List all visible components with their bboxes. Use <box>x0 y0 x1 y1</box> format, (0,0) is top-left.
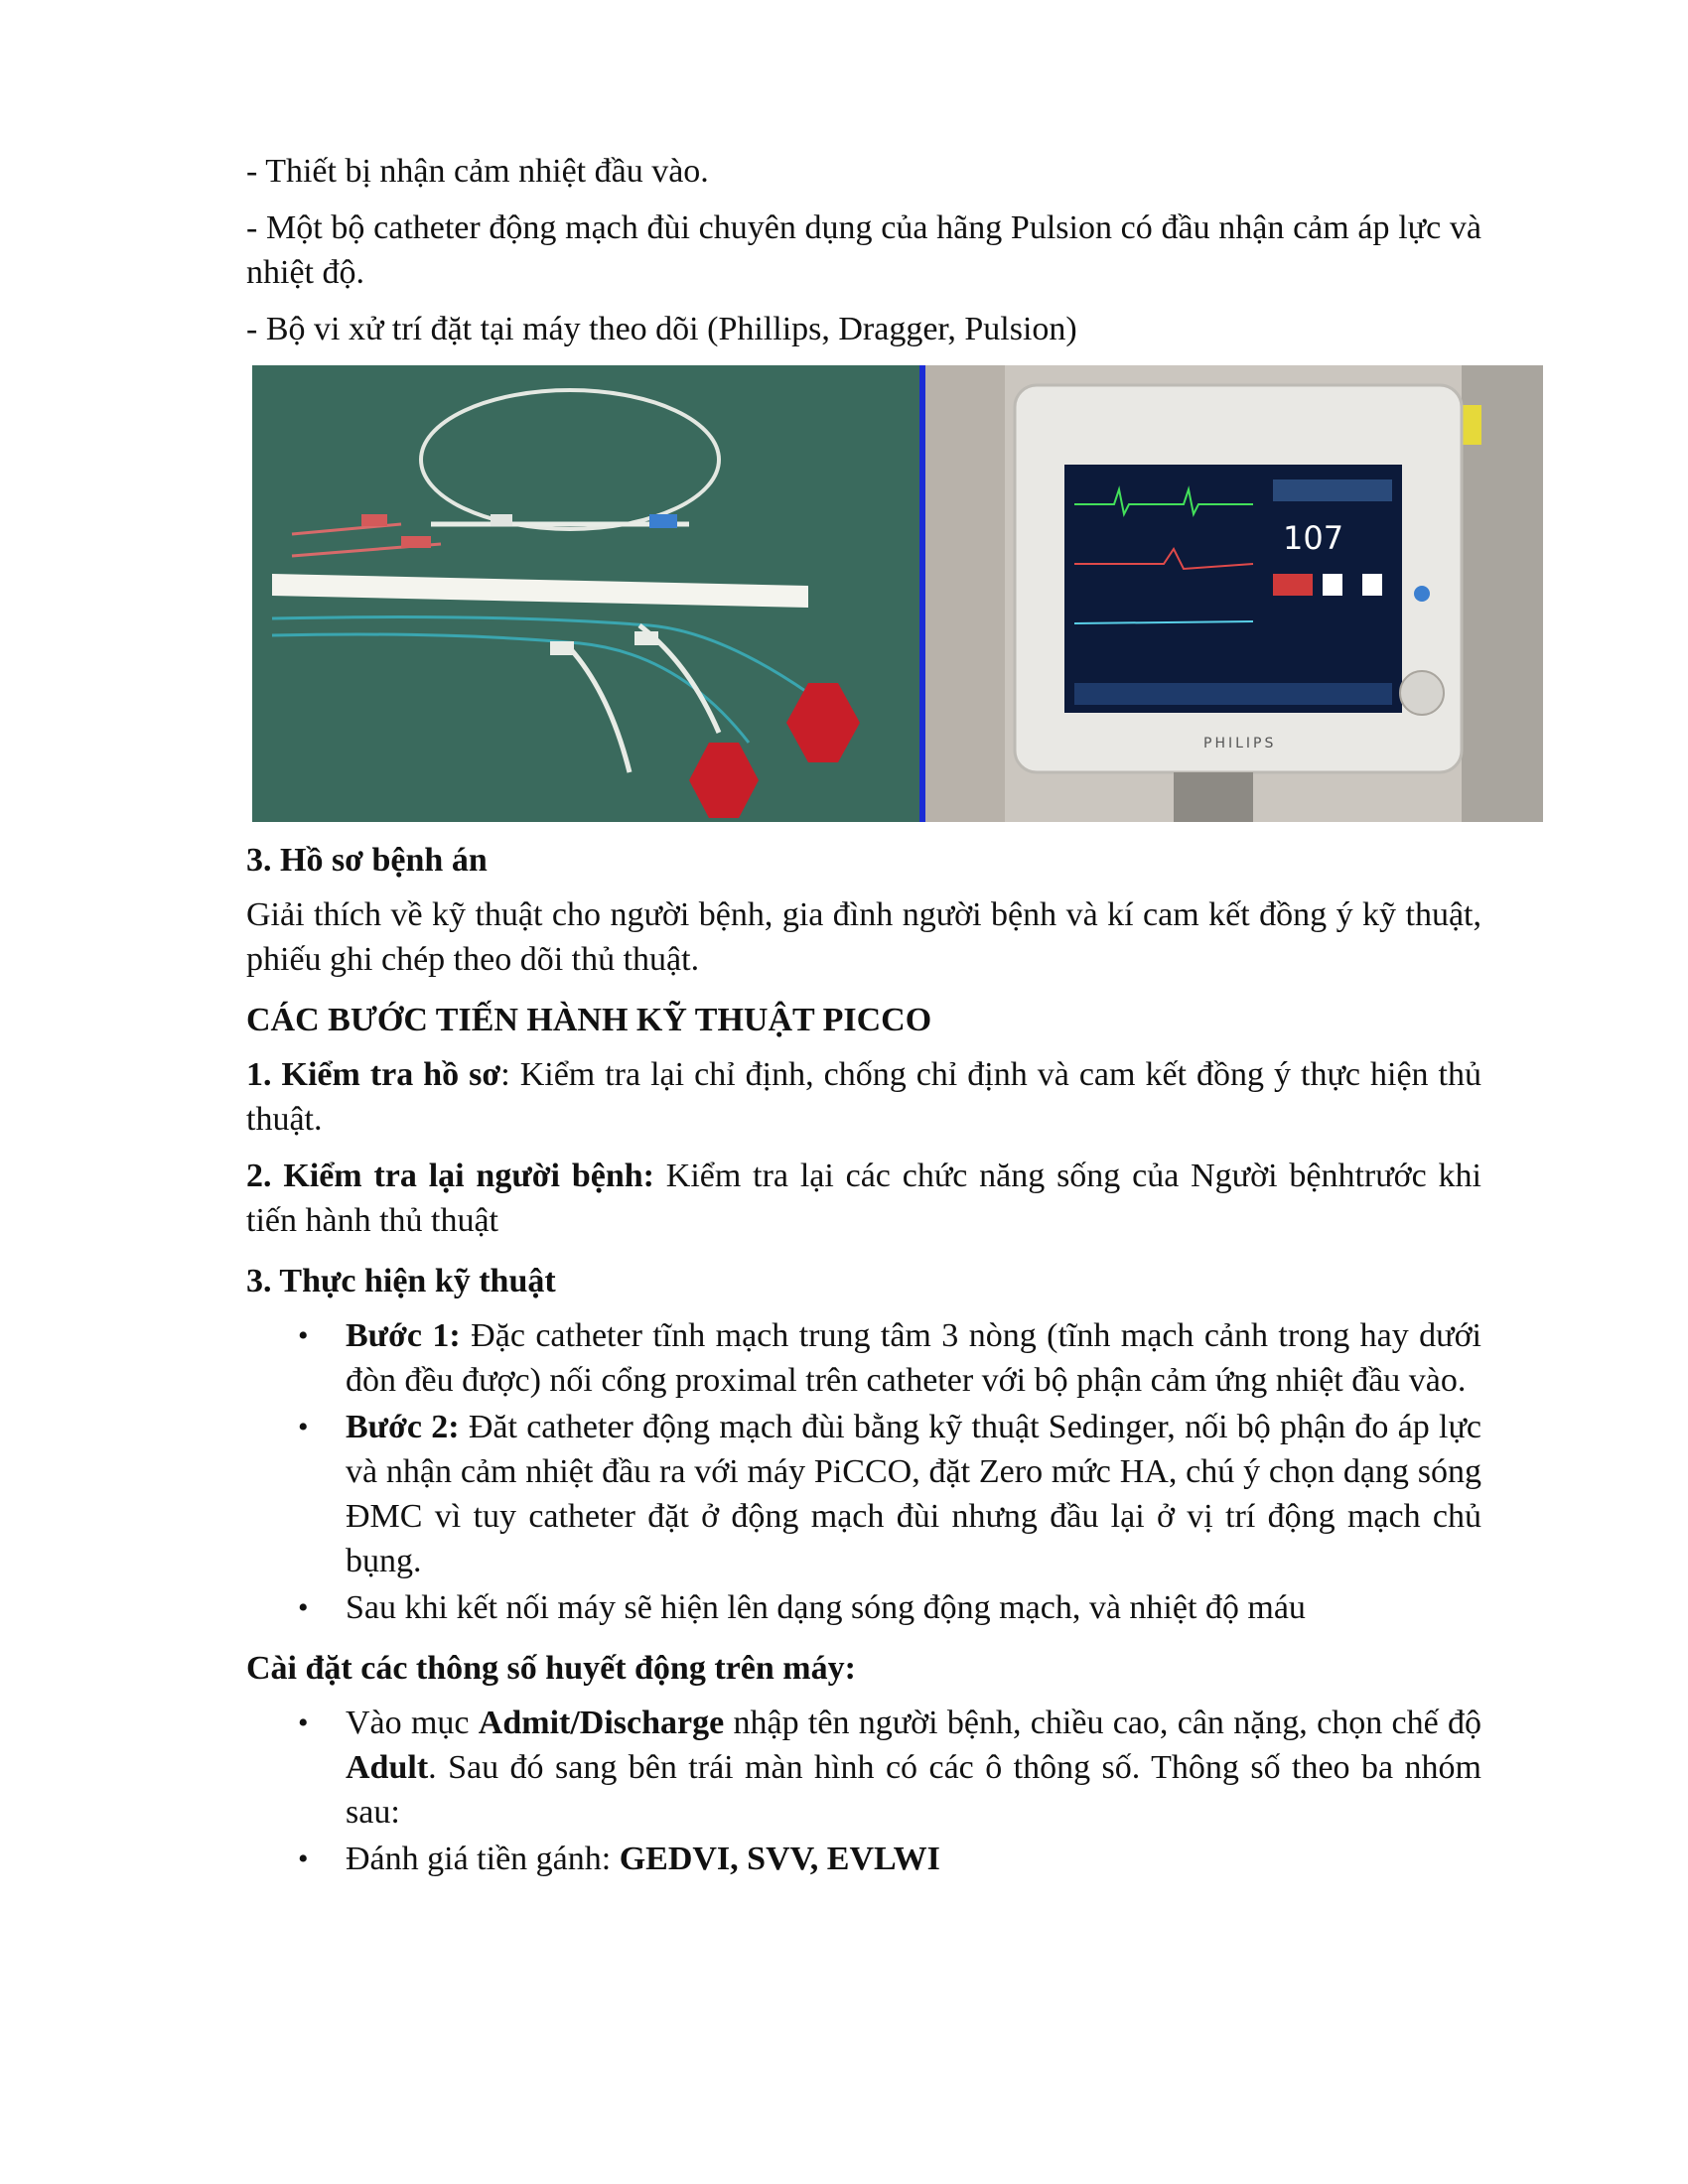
settings-item-1-bold-b: Adult <box>346 1749 429 1786</box>
patient-monitor-photo <box>925 365 1543 822</box>
step-2-label: Bước 2: <box>346 1409 460 1445</box>
monitor-readout: 107 <box>1283 519 1344 557</box>
settings-item-1-text-b: nhập tên người bệnh, chiều cao, cân nặng, chọn chế độ <box>724 1705 1481 1741</box>
settings-item-2-bold: GEDVI, SVV, EVLWI <box>619 1841 940 1877</box>
list-item <box>346 1837 1481 1881</box>
check-patient-paragraph <box>246 1154 1481 1243</box>
intro-line-3: - Bộ vi xử trí đặt tại máy theo dõi (Phillips, Dragger, Pulsion) <box>246 311 1077 347</box>
section-records-heading: 3. Hồ sơ bệnh án <box>246 842 488 879</box>
settings-item-1-text-c: . Sau đó sang bên trái màn hình có các ô thông số. Thông số theo ba nhóm sau: <box>346 1749 1481 1831</box>
settings-item-1-text-a: Vào mục <box>346 1705 479 1741</box>
intro-line-2: - Một bộ catheter động mạch đùi chuyên dụng của hãng Pulsion có đầu nhận cảm áp lực và nhiệt độ. <box>246 209 1481 291</box>
settings-list <box>246 1701 1481 1881</box>
catheter-kit-image <box>252 365 919 822</box>
intro-line-1: - Thiết bị nhận cảm nhiệt đầu vào. <box>246 153 709 190</box>
procedure-heading: 3. Thực hiện kỹ thuật <box>246 1263 556 1299</box>
step-2-text: Đăt catheter động mạch đùi bằng kỹ thuật Sedinger, nối bộ phận đo áp lực và nhận cảm nhiệt đầu ra với máy PiCCO, đặt Zero mức HA, chú ý chọn dạng sóng ĐMC vì tuy catheter đặt ở động mạch đùi nhưng đầu lại ở vị trí động mạch chủ bụng. <box>346 1409 1481 1579</box>
step-1-label: Bước 1: <box>346 1317 461 1354</box>
settings-item-1-bold-a: Admit/Discharge <box>478 1705 725 1741</box>
monitor-brand: PHILIPS <box>1203 736 1277 751</box>
list-item <box>346 1405 1481 1583</box>
check-patient-text: Kiểm tra lại các chức năng sống của Người bệnhtrước khi tiến hành thủ thuật <box>246 1158 1481 1239</box>
document-page <box>246 149 1481 1895</box>
list-item <box>346 1313 1481 1403</box>
check-records-label: 1. Kiểm tra hồ sơ <box>246 1056 501 1093</box>
step-3-text: Sau khi kết nối máy sẽ hiện lên dạng sóng động mạch, và nhiệt độ máu <box>346 1589 1306 1626</box>
equipment-figure <box>252 365 1543 822</box>
patient-monitor-image <box>925 365 1543 822</box>
settings-item-2-text: Đánh giá tiền gánh: <box>346 1841 620 1877</box>
steps-heading: CÁC BƯỚC TIẾN HÀNH KỸ THUẬT PICCO <box>246 1002 932 1038</box>
catheter-kit-photo <box>252 365 925 822</box>
step-1-text: Đặc catheter tĩnh mạch trung tâm 3 nòng (tĩnh mạch cảnh trong hay dưới đòn đều được) nối cổng proximal trên catheter với bộ phận cảm ứng nhiệt đầu vào. <box>346 1317 1481 1399</box>
check-patient-label: 2. Kiểm tra lại người bệnh: <box>246 1158 654 1194</box>
list-item <box>346 1585 1481 1630</box>
section-records-body: Giải thích về kỹ thuật cho người bệnh, gia đình người bệnh và kí cam kết đồng ý kỹ thuật, phiếu ghi chép theo dõi thủ thuật. <box>246 896 1481 978</box>
list-item <box>346 1701 1481 1835</box>
check-records-paragraph <box>246 1052 1481 1142</box>
check-records-text: : Kiểm tra lại chỉ định, chống chỉ định và cam kết đồng ý thực hiện thủ thuật. <box>246 1056 1481 1138</box>
procedure-list <box>246 1313 1481 1630</box>
settings-heading: Cài đặt các thông số huyết động trên máy: <box>246 1650 856 1687</box>
